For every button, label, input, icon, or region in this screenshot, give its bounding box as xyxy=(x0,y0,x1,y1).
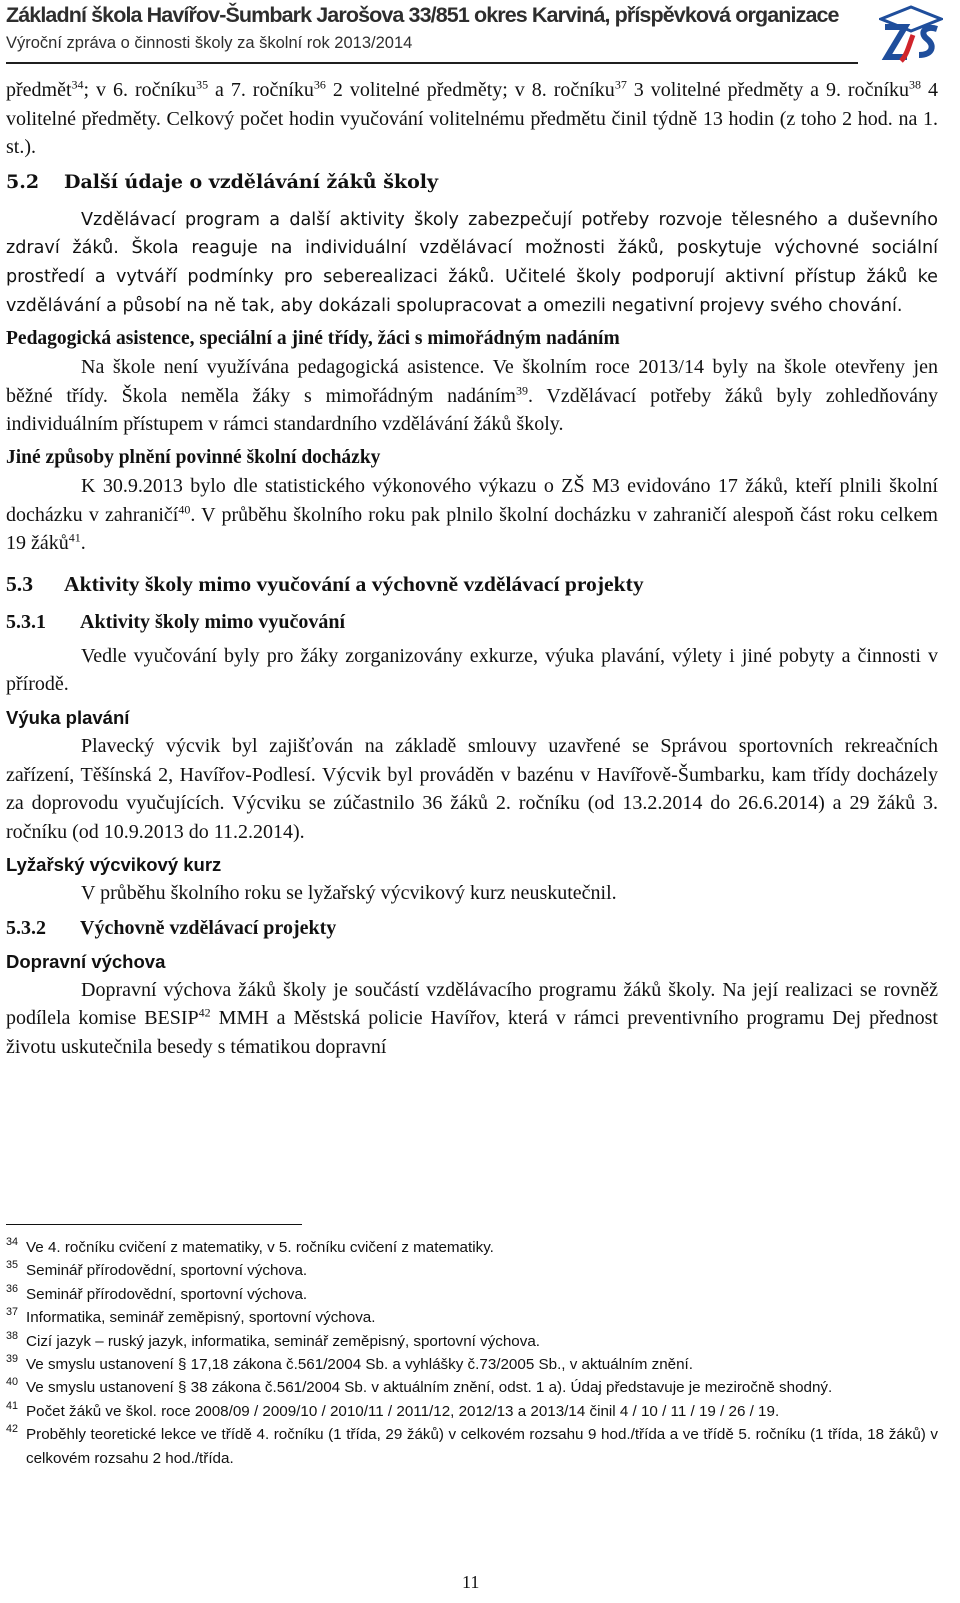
text-run: . Vzdělávací potřeby žáků byly zohledňovány individuálním přístupem v rámci standardního vzdělávání žáků školy. xyxy=(6,384,939,436)
footnote-number: 35 xyxy=(6,1259,19,1272)
paragraph-other-attendance xyxy=(6,472,938,558)
footnote-number: 42 xyxy=(6,1423,19,1436)
section-heading-5-3 xyxy=(6,569,938,599)
footnotes xyxy=(6,1236,938,1470)
paragraph-elective-subjects xyxy=(6,76,938,162)
section-title: Aktivity školy mimo vyučování a výchovně vzdělávací projekty xyxy=(64,571,644,596)
section-heading-5-3-2 xyxy=(6,913,938,943)
page-body xyxy=(6,76,938,1062)
footnote-number: 38 xyxy=(6,1329,19,1342)
text-run: 2 volitelné předměty; v 8. ročníku xyxy=(325,79,615,101)
footnote-36 xyxy=(6,1283,938,1306)
text-run: 4 volitelné předměty. Celkový počet hodin vyučování volitelnému předmětu činil týdně 13 hodin (z toho 2 hod. na 1. st.). xyxy=(6,79,938,159)
footnote-number: 41 xyxy=(6,1399,19,1412)
header-subtitle: Výroční zpráva o činnosti školy za školní rok 2013/2014 xyxy=(6,34,413,52)
footnote-ref-36[interactable]: 36 xyxy=(313,77,326,92)
text-run: ; v 6. ročníku xyxy=(83,79,197,101)
footnote-number: 34 xyxy=(6,1236,19,1248)
footnote-35 xyxy=(6,1259,938,1282)
footnote-34 xyxy=(6,1236,938,1259)
footnote-ref-39[interactable]: 39 xyxy=(515,383,528,398)
footnote-ref-42[interactable]: 42 xyxy=(198,1005,211,1020)
paragraph-activities: Vedle vyučování byly pro žáky zorganizovány exkurze, výuka plavání, výlety i jiné pobyty a činnosti v přírodě. xyxy=(6,644,938,696)
text-run: . xyxy=(80,532,86,555)
paragraph-traffic-education xyxy=(6,976,938,1062)
section-title: Aktivity školy mimo vyučování xyxy=(80,610,346,633)
footnote-separator xyxy=(6,1224,302,1225)
section-number: 5.3.1 xyxy=(6,610,46,633)
footnote-ref-34[interactable]: 34 xyxy=(71,77,84,92)
footnote-39 xyxy=(6,1353,938,1376)
footnote-40 xyxy=(6,1376,938,1399)
section-number: 5.3.2 xyxy=(6,916,46,939)
logo-letter-s xyxy=(919,28,937,55)
section-number: 5.3 xyxy=(6,571,33,596)
paragraph-swimming: Plavecký výcvik byl zajišťován na základě smlouvy uzavřené se Správou sportovních rekreačních zařízení, Těšínská 2, Havířov-Podlesí. Výcvik byl prováděn v bazénu v Havířově-Šumbarku, kam třídy docházely za doprovodu vyučujících. Výcviku se zúčastnilo 36 žáků 2. ročníku (od 13.2.2014 do 26.6.2014) a 29 žáků 3. ročníku (od 10.9.2013 do 11.2.2014). xyxy=(6,734,938,843)
footnote-ref-38[interactable]: 38 xyxy=(909,77,922,92)
footnote-text: Informatika, seminář zeměpisný, sportovní výchova. xyxy=(26,1309,376,1327)
footnote-ref-35[interactable]: 35 xyxy=(196,77,209,92)
footnote-41 xyxy=(6,1400,938,1423)
footnote-ref-37[interactable]: 37 xyxy=(614,77,627,92)
section-heading-5-3-1 xyxy=(6,607,938,637)
heading-traffic-education: Dopravní výchova xyxy=(6,950,166,972)
footnote-number: 37 xyxy=(6,1306,19,1319)
footnote-text: Seminář přírodovědní, sportovní výchova. xyxy=(26,1285,308,1303)
footnote-text: Cizí jazyk – ruský jazyk, informatika, seminář zeměpisný, sportovní výchova. xyxy=(26,1332,541,1350)
footnote-text: Ve 4. ročníku cvičení z matematiky, v 5. ročníku cvičení z matematiky. xyxy=(26,1239,494,1256)
heading-pedagogical-assistance: Pedagogická asistence, speciální a jiné třídy, žáci s mimořádným nadáním xyxy=(6,328,620,350)
text-run: 3 volitelné předměty a 9. ročníku xyxy=(626,79,910,101)
text-run: Na škole není využívána pedagogická asistence. Ve školním roce 2013/14 byly na škole otevřeny jen běžné třídy. Škola neměla žáky s mimořádným nadáním xyxy=(6,356,938,407)
text-run: Dopravní výchova žáků školy je součástí vzdělávacího programu žáků školy. Na její realizaci se rovněž podílela komise BESIP xyxy=(6,978,938,1030)
section-title: Další údaje o vzdělávání žáků školy xyxy=(64,170,439,193)
footnote-number: 40 xyxy=(6,1376,19,1389)
text-run: předmět xyxy=(6,79,72,101)
footnote-text: Seminář přírodovědní, sportovní výchova. xyxy=(26,1262,308,1280)
heading-other-attendance: Jiné způsoby plnění povinné školní docházky xyxy=(6,446,381,468)
text-run: a 7. ročníku xyxy=(208,79,314,101)
heading-ski-course: Lyžařský výcvikový kurz xyxy=(6,854,222,876)
section-number: 5.2 xyxy=(6,170,40,193)
section-heading-5-2 xyxy=(6,167,938,197)
footnote-37 xyxy=(6,1306,938,1329)
footnote-number: 36 xyxy=(6,1282,19,1295)
paragraph-pedagogical-assistance xyxy=(6,353,938,439)
footnote-42 xyxy=(6,1423,938,1470)
text-run: . V průběhu školního roku pak plnilo školní docházku v zahraničí alespoň část roku celkem 19 žáků xyxy=(6,503,938,555)
header-divider xyxy=(6,62,858,64)
text-run: K 30.9.2013 bylo dle statistického výkonového výkazu o ZŠ M3 evidováno 17 žáků, kteří plnili školní docházku v zahraničí xyxy=(6,474,938,526)
footnote-text: Ve smyslu ustanovení § 17,18 zákona č.561/2004 Sb. a vyhlášky č.73/2005 Sb., v aktuálním znění. xyxy=(26,1356,693,1374)
footnote-text: Počet žáků ve škol. roce 2008/09 / 2009/10 / 2010/11 / 2011/12, 2012/13 a 2013/14 činil 4 / 10 / 11 / 19 / 26 / 19. xyxy=(26,1402,780,1420)
footnote-ref-41[interactable]: 41 xyxy=(68,530,81,545)
section-title: Výchovně vzdělávací projekty xyxy=(80,916,337,939)
footnote-number: 39 xyxy=(6,1353,19,1366)
footnote-ref-40[interactable]: 40 xyxy=(178,501,191,516)
text-run: MMH a Městská policie Havířov, která v rámci preventivního programu Dej přednost životu uskutečnila besedy s tématikou dopravní xyxy=(6,1007,938,1059)
footnote-38 xyxy=(6,1330,938,1353)
paragraph-education-data: Vzdělávací program a další aktivity školy zabezpečují potřeby rozvoje tělesného a duševního zdraví žáků. Škola reaguje na individuální vzdělávací možnosti žáků, poskytuje výchovné sociální prostředí a vytváří podmínky pro seberealizaci žáků. Učitelé školy podporují aktivní přístup žáků ke vzdělávání a působí na ně tak, aby dokázali spolupracovat a omezili negativní projevy svého chování. xyxy=(6,209,938,316)
paragraph-ski-course: V průběhu školního roku se lyžařský výcvikový kurz neuskutečnil. xyxy=(81,882,617,905)
footnote-text: Ve smyslu ustanovení § 38 zákona č.561/2004 Sb. v aktuálním znění, odst. 1 a). Údaj představuje je meziročně shodný. xyxy=(26,1379,833,1397)
header-title: Základní škola Havířov-Šumbark Jarošova 33/851 okres Karviná, příspěvková organizace xyxy=(6,3,839,27)
school-logo xyxy=(879,5,943,65)
heading-swimming: Výuka plavání xyxy=(6,706,130,728)
footnote-text: Proběhly teoretické lekce ve třídě 4. ročníku (1 třída, 29 žáků) v celkovém rozsahu 9 hod./třída a ve třídě 5. ročníku (1 třída, 18 žáků) v celkovém rozsahu 2 hod./třída. xyxy=(26,1426,938,1467)
page-number: 11 xyxy=(462,1572,480,1592)
